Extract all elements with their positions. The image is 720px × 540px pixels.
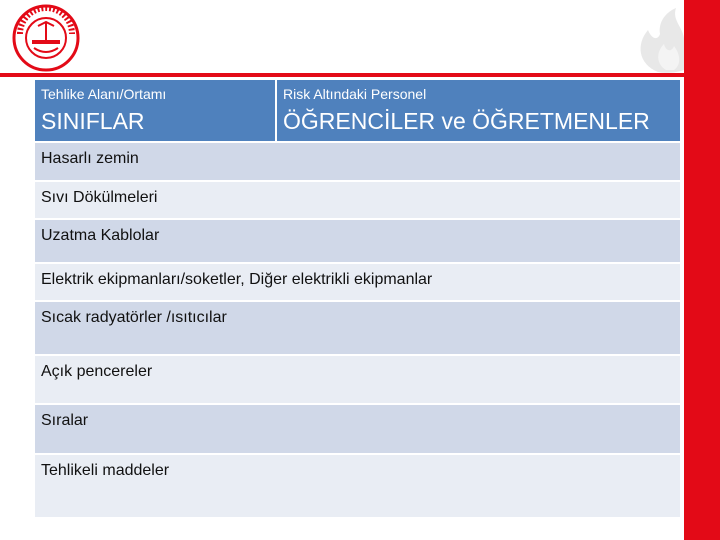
- row-text: Hasarlı zemin: [41, 150, 139, 167]
- table-row: [35, 403, 680, 453]
- table-row: [35, 300, 680, 354]
- right-accent-bar: [684, 0, 720, 540]
- hazard-area-cell: [35, 80, 275, 141]
- row-text: Sıralar: [41, 412, 89, 429]
- row-text: Sıcak radyatörler /ısıtıcılar: [41, 309, 227, 326]
- personnel-at-risk-value: ÖĞRENCİLER ve ÖĞRETMENLER: [283, 108, 650, 134]
- hazard-area-label: Tehlike Alanı/Ortamı: [41, 86, 167, 102]
- personnel-at-risk-cell: [277, 80, 680, 141]
- row-text: Açık pencereler: [41, 363, 153, 380]
- personnel-at-risk-label: Risk Altındaki Personel: [283, 86, 427, 102]
- row-text: Elektrik ekipmanları/soketler, Diğer elektrikli ekipmanlar: [41, 271, 433, 288]
- header-divider-line: [0, 73, 720, 77]
- hazard-area-value: SINIFLAR: [41, 108, 145, 134]
- row-text: Tehlikeli maddeler: [41, 462, 170, 479]
- hazard-table: [35, 80, 680, 517]
- row-text: Sıvı Dökülmeleri: [41, 189, 158, 206]
- table-row: [35, 453, 680, 517]
- table-row: [35, 218, 680, 262]
- table-row: [35, 262, 680, 300]
- table-row: [35, 141, 680, 180]
- row-text: Uzatma Kablolar: [41, 227, 160, 244]
- meb-logo: [10, 4, 82, 72]
- table-row: [35, 354, 680, 403]
- table-header: [35, 80, 680, 141]
- table-row: [35, 180, 680, 218]
